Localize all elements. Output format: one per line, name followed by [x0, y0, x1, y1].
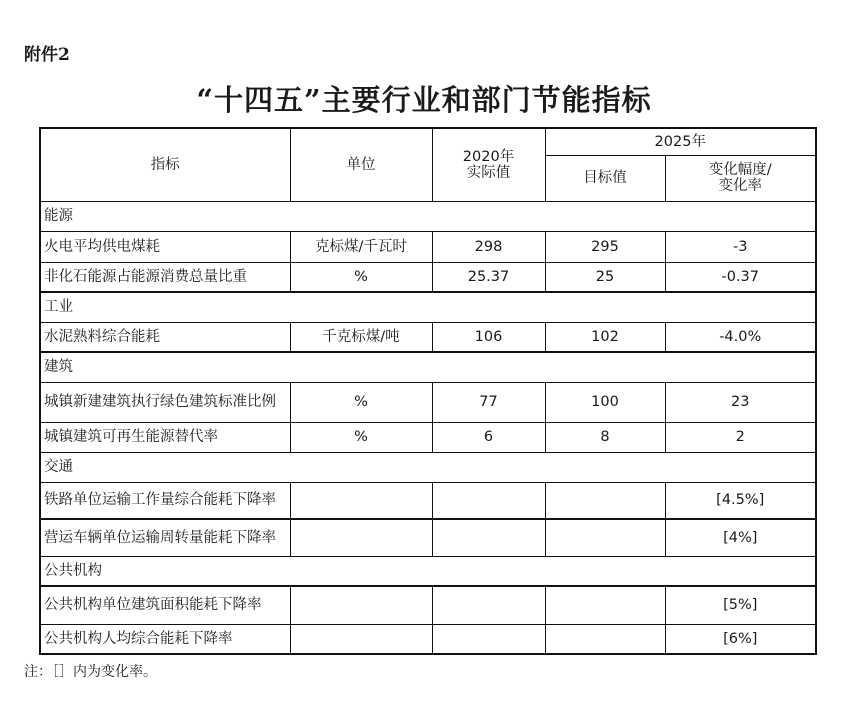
table-row — [40, 322, 816, 352]
header-unit: 单位 — [290, 128, 432, 201]
target-2025-cell: 100 — [545, 382, 665, 422]
change-cell: 23 — [665, 382, 816, 422]
target-2025-cell — [545, 482, 665, 519]
indicator-cell: 营运车辆单位运输周转量能耗下降率 — [40, 519, 290, 556]
actual-2020-cell — [432, 624, 545, 654]
category-row: 建筑 — [40, 352, 816, 382]
change-cell: 2 — [665, 422, 816, 452]
header-change-line2: 变化率 — [718, 178, 762, 194]
header-change-line1: 变化幅度/ — [708, 162, 772, 178]
category-row: 工业 — [40, 292, 816, 322]
actual-2020-cell: 25.37 — [432, 262, 545, 292]
header-actual-2020-line2: 实际值 — [466, 164, 511, 181]
unit-cell: 千克标煤/吨 — [290, 322, 432, 352]
energy-indicators-table — [39, 127, 817, 655]
target-2025-cell: 25 — [545, 262, 665, 292]
table-row — [40, 519, 816, 556]
target-2025-cell: 295 — [545, 231, 665, 262]
actual-2020-cell: 6 — [432, 422, 545, 452]
actual-2020-cell — [432, 519, 545, 556]
unit-cell: % — [290, 382, 432, 422]
unit-cell: % — [290, 422, 432, 452]
unit-cell — [290, 624, 432, 654]
header-indicator: 指标 — [40, 128, 290, 201]
category-row: 交通 — [40, 452, 816, 482]
indicator-cell: 城镇建筑可再生能源替代率 — [40, 422, 290, 452]
actual-2020-cell: 106 — [432, 322, 545, 352]
header-actual-2020-line1: 2020年 — [462, 148, 515, 165]
unit-cell: % — [290, 262, 432, 292]
unit-cell: 克标煤/千瓦时 — [290, 231, 432, 262]
target-2025-cell — [545, 586, 665, 624]
indicator-cell: 铁路单位运输工作量综合能耗下降率 — [40, 482, 290, 519]
category-row: 公共机构 — [40, 556, 816, 586]
unit-cell — [290, 586, 432, 624]
header-change — [665, 155, 816, 201]
table-row — [40, 422, 816, 452]
target-2025-cell — [545, 624, 665, 654]
unit-cell — [290, 519, 432, 556]
header-year-2025: 2025年 — [545, 128, 816, 155]
indicator-cell: 城镇新建建筑执行绿色建筑标准比例 — [40, 382, 290, 422]
attachment-label: 附件2 — [24, 45, 70, 65]
change-cell: [4.5%] — [665, 482, 816, 519]
target-2025-cell — [545, 519, 665, 556]
actual-2020-cell: 77 — [432, 382, 545, 422]
table-row — [40, 482, 816, 519]
actual-2020-cell: 298 — [432, 231, 545, 262]
change-cell: -0.37 — [665, 262, 816, 292]
header-target: 目标值 — [545, 155, 665, 201]
indicator-cell: 水泥熟料综合能耗 — [40, 322, 290, 352]
actual-2020-cell — [432, 482, 545, 519]
table-row — [40, 262, 816, 292]
change-cell: [5%] — [665, 586, 816, 624]
document-title: “十四五”主要行业和部门节能指标 — [196, 83, 652, 117]
table-row — [40, 382, 816, 422]
target-2025-cell: 8 — [545, 422, 665, 452]
indicator-cell: 非化石能源占能源消费总量比重 — [40, 262, 290, 292]
indicator-cell: 火电平均供电煤耗 — [40, 231, 290, 262]
unit-cell — [290, 482, 432, 519]
change-cell: [4%] — [665, 519, 816, 556]
actual-2020-cell — [432, 586, 545, 624]
footnote: 注：［］内为变化率。 — [24, 664, 157, 680]
table-row — [40, 586, 816, 624]
indicator-cell: 公共机构人均综合能耗下降率 — [40, 624, 290, 654]
table-row — [40, 231, 816, 262]
indicator-cell: 公共机构单位建筑面积能耗下降率 — [40, 586, 290, 624]
target-2025-cell: 102 — [545, 322, 665, 352]
table-row — [40, 624, 816, 654]
header-actual-2020 — [432, 128, 545, 201]
change-cell: -4.0% — [665, 322, 816, 352]
change-cell: [6%] — [665, 624, 816, 654]
change-cell: -3 — [665, 231, 816, 262]
category-row: 能源 — [40, 201, 816, 231]
